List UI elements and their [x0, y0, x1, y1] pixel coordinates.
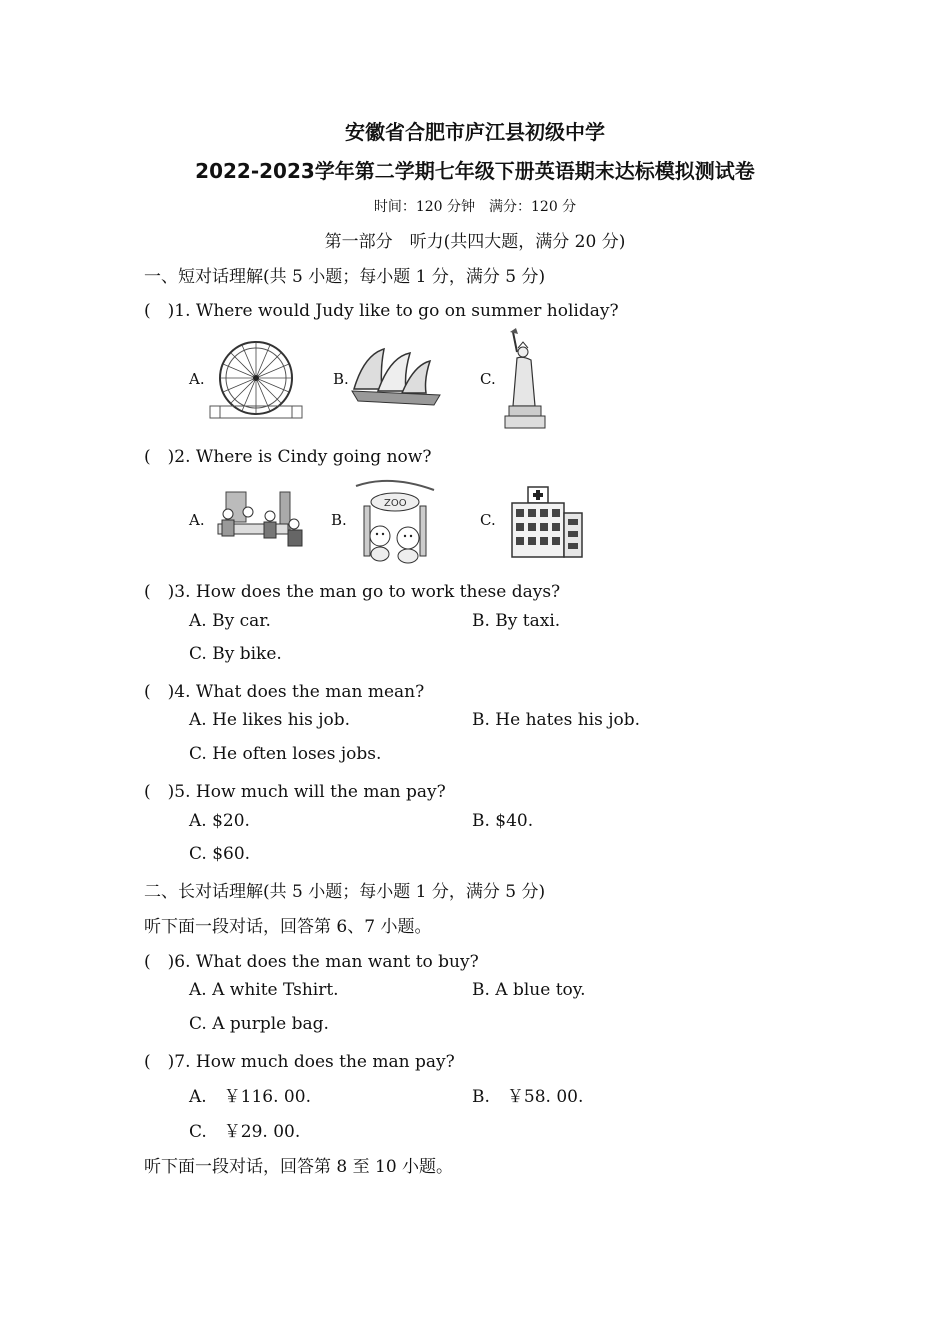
school-title: 安徽省合肥市庐江县初级中学: [345, 120, 605, 144]
question-stem: ( )4. What does the man mean?: [144, 682, 425, 702]
option-b: B. By taxi.: [472, 611, 561, 631]
section-heading: 二、长对话理解(共 5 小题；每小题 1 分，满分 5 分): [144, 882, 546, 902]
part-heading: 第一部分 听力(共四大题，满分 20 分): [324, 232, 626, 252]
option-a: A. By car.: [189, 611, 271, 631]
exam-meta: 时间：120 分钟 满分：120 分: [373, 199, 577, 215]
option-c: C. A purple bag.: [189, 1014, 329, 1034]
option-label: A.: [189, 511, 205, 529]
option-c: C. He often loses jobs.: [189, 744, 382, 764]
svg-text:ZOO: ZOO: [384, 498, 407, 509]
option-label: A.: [189, 370, 205, 388]
question-stem: ( )5. How much will the man pay?: [144, 782, 446, 802]
option-c: C. ￥29. 00.: [189, 1122, 301, 1142]
exam-title: 2022-2023学年第二学期七年级下册英语期末达标模拟测试卷: [195, 159, 755, 183]
option-label: B.: [331, 511, 347, 529]
ferris-wheel-icon: [210, 340, 302, 424]
section-heading: 一、短对话理解(共 5 小题；每小题 1 分，满分 5 分): [144, 267, 546, 287]
question-stem: ( )7. How much does the man pay?: [144, 1052, 455, 1072]
option-b: B. ￥58. 00.: [472, 1087, 584, 1107]
question-stem: ( )2. Where is Cindy going now?: [144, 447, 432, 467]
option-a: A. He likes his job.: [189, 710, 351, 730]
option-c: C. By bike.: [189, 644, 282, 664]
option-b: B. $40.: [472, 811, 534, 831]
hospital-icon: [510, 485, 584, 563]
section-note: 听下面一段对话，回答第 8 至 10 小题。: [144, 1157, 454, 1177]
option-label: C.: [480, 370, 496, 388]
question-stem: ( )3. How does the man go to work these days?: [144, 582, 561, 602]
question-stem: ( )6. What does the man want to buy?: [144, 952, 479, 972]
option-a: A. A white Tshirt.: [189, 980, 339, 1000]
opera-house-icon: [350, 345, 442, 411]
statue-of-liberty-icon: [503, 330, 547, 434]
zoo-icon: [350, 476, 440, 570]
option-c: C. $60.: [189, 844, 251, 864]
option-a: A. $20.: [189, 811, 250, 831]
option-b: B. He hates his job.: [472, 710, 640, 730]
option-label: B.: [333, 370, 349, 388]
question-stem: ( )1. Where would Judy like to go on summer holiday?: [144, 301, 619, 321]
section-note: 听下面一段对话，回答第 6、7 小题。: [144, 917, 432, 937]
option-label: C.: [480, 511, 496, 529]
option-a: A. ￥116. 00.: [189, 1087, 311, 1107]
option-b: B. A blue toy.: [472, 980, 586, 1000]
library-icon: [212, 490, 304, 552]
